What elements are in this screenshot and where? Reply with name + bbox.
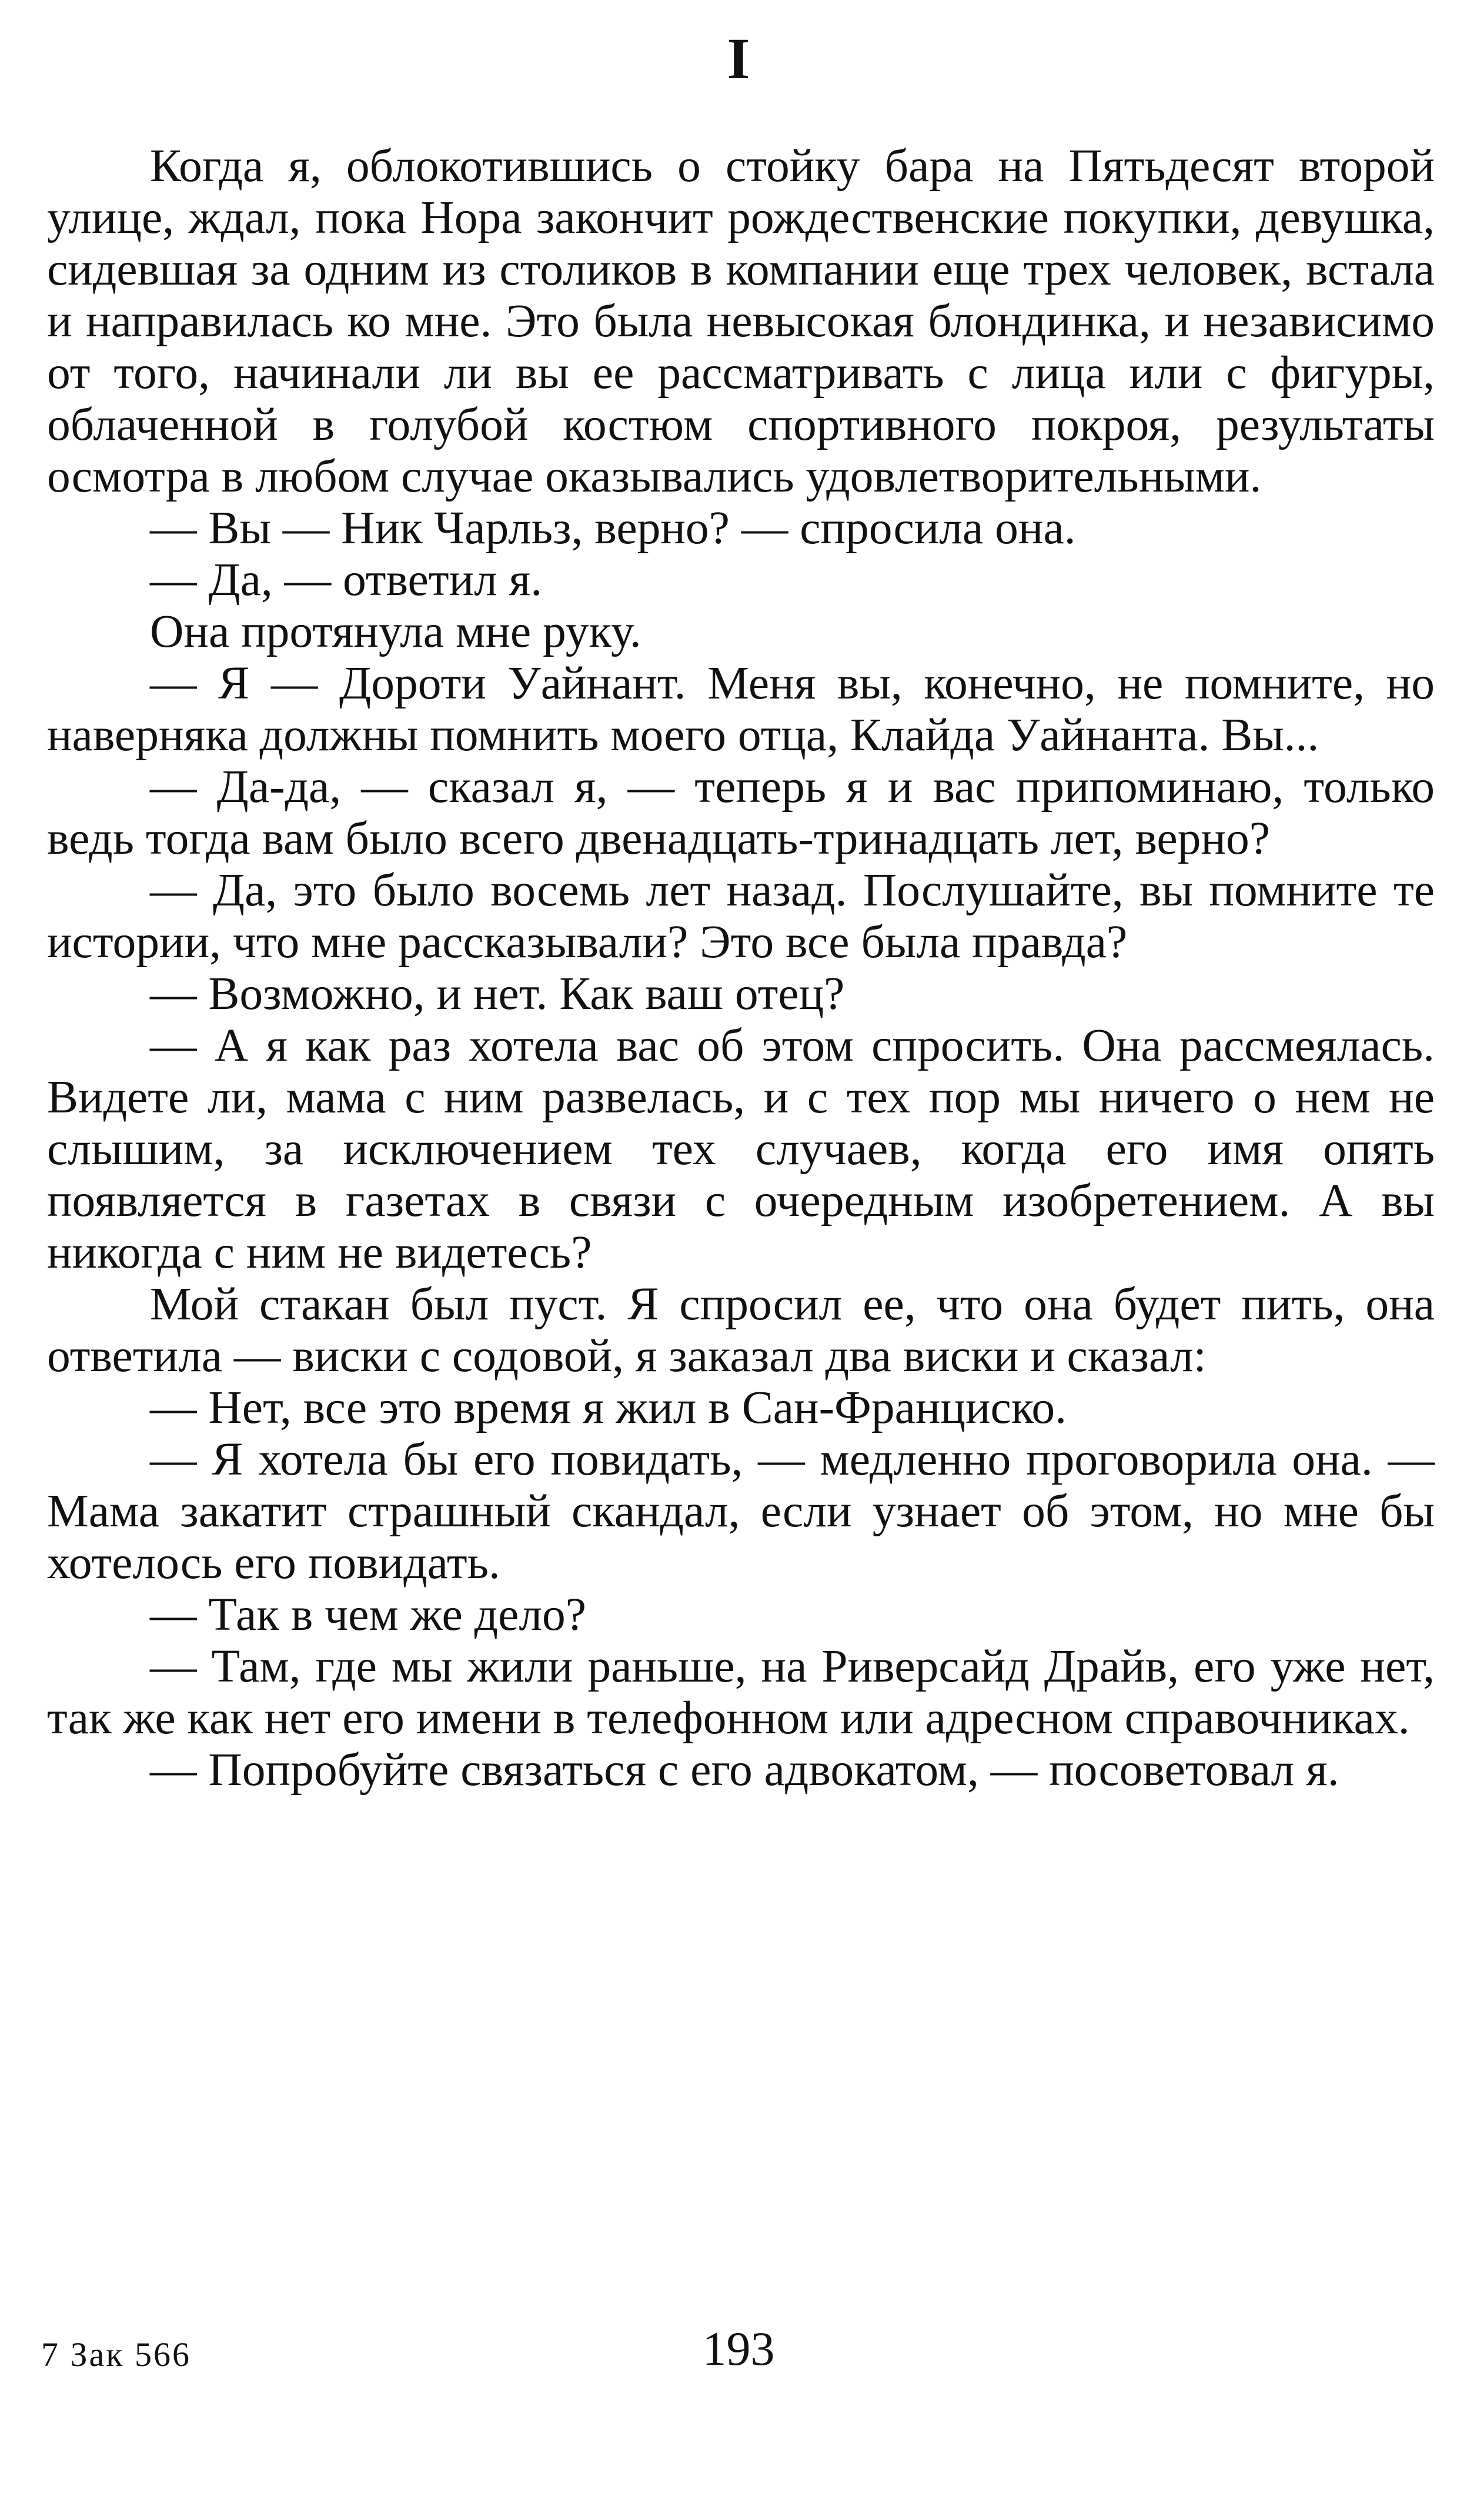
paragraph: — Нет, все это время я жил в Сан-Франциско.: [150, 1382, 1067, 1433]
paragraph: — Да, — ответил я.: [150, 554, 543, 606]
paragraph: — Попробуйте связаться с его адвокатом, — посоветовал я.: [150, 1744, 1339, 1796]
paragraph: Мой стакан был пуст. Я спросил ее, что она будет пить, она ответила — виски с содовой, я заказал два виски и сказал:: [47, 1278, 1435, 1382]
paragraph: Когда я, облокотившись о стойку бара на Пятьдесят второй улице, ждал, пока Нора закончит рождественские покупки, девушка, сидевшая за одним из столиков в компании еще трех человек, встала и направилась ко мне. Это была невысокая блондинка, и независимо от того, начинали ли вы ее рассматривать с лица или с фигуры, облаченной в голубой костюм спортивного покроя, результаты осмотра в любом случае оказывались удовлетворительными.: [47, 140, 1435, 502]
page-number: 193: [702, 2322, 775, 2375]
body-text: [47, 140, 1435, 1796]
paragraph: — Возможно, и нет. Как ваш отец?: [150, 968, 845, 1020]
paragraph: — Вы — Ник Чарльз, верно? — спросила она.: [150, 502, 1076, 554]
paragraph: — А я как раз хотела вас об этом спросить. Она рассмеялась. Видете ли, мама с ним развелась, и с тех пор мы ничего о нем не слышим, за исключением тех случаев, когда его имя опять появляется в газетах в связи с очередным изобретением. А вы никогда с ним не видетесь?: [47, 1020, 1435, 1278]
paragraph: — Я — Дороти Уайнант. Меня вы, конечно, не помните, но наверняка должны помнить моего отца, Клайда Уайнанта. Вы...: [47, 657, 1435, 761]
paragraph: — Да-да, — сказал я, — теперь я и вас припоминаю, только ведь тогда вам было всего двенадцать-тринадцать лет, верно?: [47, 761, 1435, 864]
paragraph: — Там, где мы жили раньше, на Риверсайд Драйв, его уже нет, так же как нет его имени в телефонном или адресном справочниках.: [47, 1640, 1435, 1744]
paragraph: — Я хотела бы его повидать, — медленно проговорила она. — Мама закатит страшный скандал, если узнает об этом, но мне бы хотелось его повидать.: [47, 1433, 1435, 1589]
paragraph: — Так в чем же дело?: [150, 1589, 587, 1640]
printer-signature: 7 Зак 566: [41, 2335, 191, 2374]
chapter-number: I: [727, 26, 750, 91]
paragraph: Она протянула мне руку.: [150, 606, 641, 657]
paragraph: — Да, это было восемь лет назад. Послушайте, вы помните те истории, что мне рассказывали? Это все была правда?: [47, 864, 1435, 968]
